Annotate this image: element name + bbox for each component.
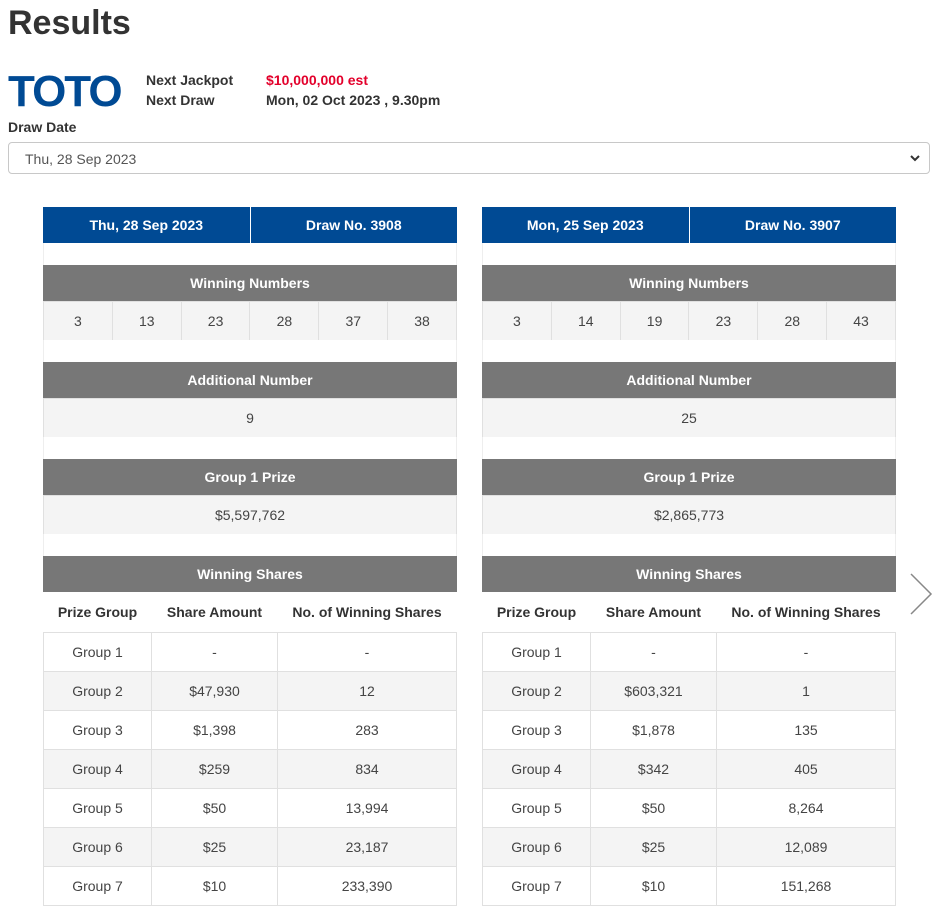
group1-prize-heading: Group 1 Prize	[43, 459, 457, 495]
share-amount: $259	[152, 750, 278, 789]
table-row	[44, 672, 457, 711]
prize-group: Group 2	[44, 672, 152, 711]
table-row	[483, 789, 896, 828]
share-amount: $603,321	[591, 672, 717, 711]
additional-number: 25	[482, 398, 896, 437]
winning-number: 23	[182, 302, 251, 340]
draw-card-header	[482, 207, 896, 243]
share-count: -	[717, 633, 896, 672]
winning-shares-heading: Winning Shares	[43, 556, 457, 592]
share-amount: $1,878	[591, 711, 717, 750]
winning-shares-heading: Winning Shares	[482, 556, 896, 592]
group1-prize-heading: Group 1 Prize	[482, 459, 896, 495]
group1-prize: $2,865,773	[482, 495, 896, 534]
next-info-values	[266, 70, 440, 110]
table-row	[483, 828, 896, 867]
share-amount: $50	[591, 789, 717, 828]
share-count: 834	[278, 750, 457, 789]
share-amount: $25	[591, 828, 717, 867]
winning-number: 3	[482, 302, 552, 340]
winning-number: 38	[388, 302, 457, 340]
col-num-shares: No. of Winning Shares	[278, 592, 457, 633]
next-info-labels	[146, 70, 233, 110]
draw-date: Mon, 25 Sep 2023	[526, 217, 644, 233]
share-count: 151,268	[717, 867, 896, 906]
share-count: 283	[278, 711, 457, 750]
winning-numbers-heading: Winning Numbers	[43, 265, 457, 301]
winning-number: 28	[758, 302, 827, 340]
prize-group: Group 3	[44, 711, 152, 750]
additional-number: 9	[43, 398, 457, 437]
table-row	[483, 711, 896, 750]
share-count: 23,187	[278, 828, 457, 867]
share-amount: $10	[152, 867, 278, 906]
additional-number-heading: Additional Number	[43, 362, 457, 398]
winning-number: 23	[689, 302, 758, 340]
page-title: Results	[8, 4, 131, 42]
prize-group: Group 7	[44, 867, 152, 906]
next-draw-value: Mon, 02 Oct 2023 , 9.30pm	[266, 92, 441, 108]
winning-numbers	[482, 301, 896, 340]
share-count: 405	[717, 750, 896, 789]
share-amount: -	[152, 633, 278, 672]
share-amount: $1,398	[152, 711, 278, 750]
winning-number: 3	[43, 302, 113, 340]
prize-group: Group 1	[483, 633, 591, 672]
table-row	[483, 633, 896, 672]
winning-number: 13	[113, 302, 182, 340]
draw-date-selected: Thu, 28 Sep 2023	[25, 151, 137, 167]
draw-card-header	[43, 207, 457, 243]
winning-numbers	[43, 301, 457, 340]
col-share-amount: Share Amount	[591, 592, 717, 633]
next-jackpot-label: Next Jackpot	[146, 72, 234, 88]
table-row	[483, 867, 896, 906]
table-row	[44, 867, 457, 906]
col-share-amount: Share Amount	[152, 592, 278, 633]
col-num-shares: No. of Winning Shares	[717, 592, 896, 633]
share-amount: -	[591, 633, 717, 672]
chevron-down-icon	[909, 143, 921, 187]
draw-number: Draw No. 3908	[250, 207, 458, 243]
table-row	[44, 789, 457, 828]
winning-shares-table	[43, 592, 457, 906]
prize-group: Group 1	[44, 633, 152, 672]
prize-group: Group 3	[483, 711, 591, 750]
winning-number: 28	[250, 302, 319, 340]
draw-card	[482, 207, 896, 906]
share-count: 13,994	[278, 789, 457, 828]
share-count: 233,390	[278, 867, 457, 906]
draw-number: Draw No. 3907	[689, 207, 897, 243]
prize-group: Group 4	[44, 750, 152, 789]
prize-group: Group 5	[44, 789, 152, 828]
table-row	[483, 672, 896, 711]
share-amount: $342	[591, 750, 717, 789]
winning-number: 19	[621, 302, 690, 340]
prize-group: Group 2	[483, 672, 591, 711]
draw-date-select[interactable]	[8, 142, 930, 174]
prize-group: Group 6	[44, 828, 152, 867]
share-amount: $50	[152, 789, 278, 828]
table-row	[44, 633, 457, 672]
winning-numbers-heading: Winning Numbers	[482, 265, 896, 301]
winning-number: 37	[319, 302, 388, 340]
winning-number: 43	[827, 302, 896, 340]
table-row	[483, 750, 896, 789]
share-count: 12	[278, 672, 457, 711]
table-row	[44, 828, 457, 867]
share-count: 8,264	[717, 789, 896, 828]
prize-group: Group 6	[483, 828, 591, 867]
table-row	[44, 711, 457, 750]
share-count: 135	[717, 711, 896, 750]
share-amount: $10	[591, 867, 717, 906]
share-amount: $47,930	[152, 672, 278, 711]
col-prize-group: Prize Group	[483, 592, 591, 633]
toto-logo: TOTO	[8, 67, 121, 116]
chevron-right-icon[interactable]	[908, 572, 934, 616]
next-draw-label: Next Draw	[146, 92, 215, 108]
prize-group: Group 7	[483, 867, 591, 906]
prize-group: Group 5	[483, 789, 591, 828]
draw-date: Thu, 28 Sep 2023	[89, 217, 204, 233]
share-count: 12,089	[717, 828, 896, 867]
next-jackpot-value: $10,000,000 est	[266, 72, 368, 88]
prize-group: Group 4	[483, 750, 591, 789]
winning-number: 14	[552, 302, 621, 340]
winning-shares-table	[482, 592, 896, 906]
share-count: 1	[717, 672, 896, 711]
draw-date-label: Draw Date	[8, 119, 77, 135]
col-prize-group: Prize Group	[44, 592, 152, 633]
additional-number-heading: Additional Number	[482, 362, 896, 398]
group1-prize: $5,597,762	[43, 495, 457, 534]
share-count: -	[278, 633, 457, 672]
share-amount: $25	[152, 828, 278, 867]
table-row	[44, 750, 457, 789]
draw-card	[43, 207, 457, 906]
